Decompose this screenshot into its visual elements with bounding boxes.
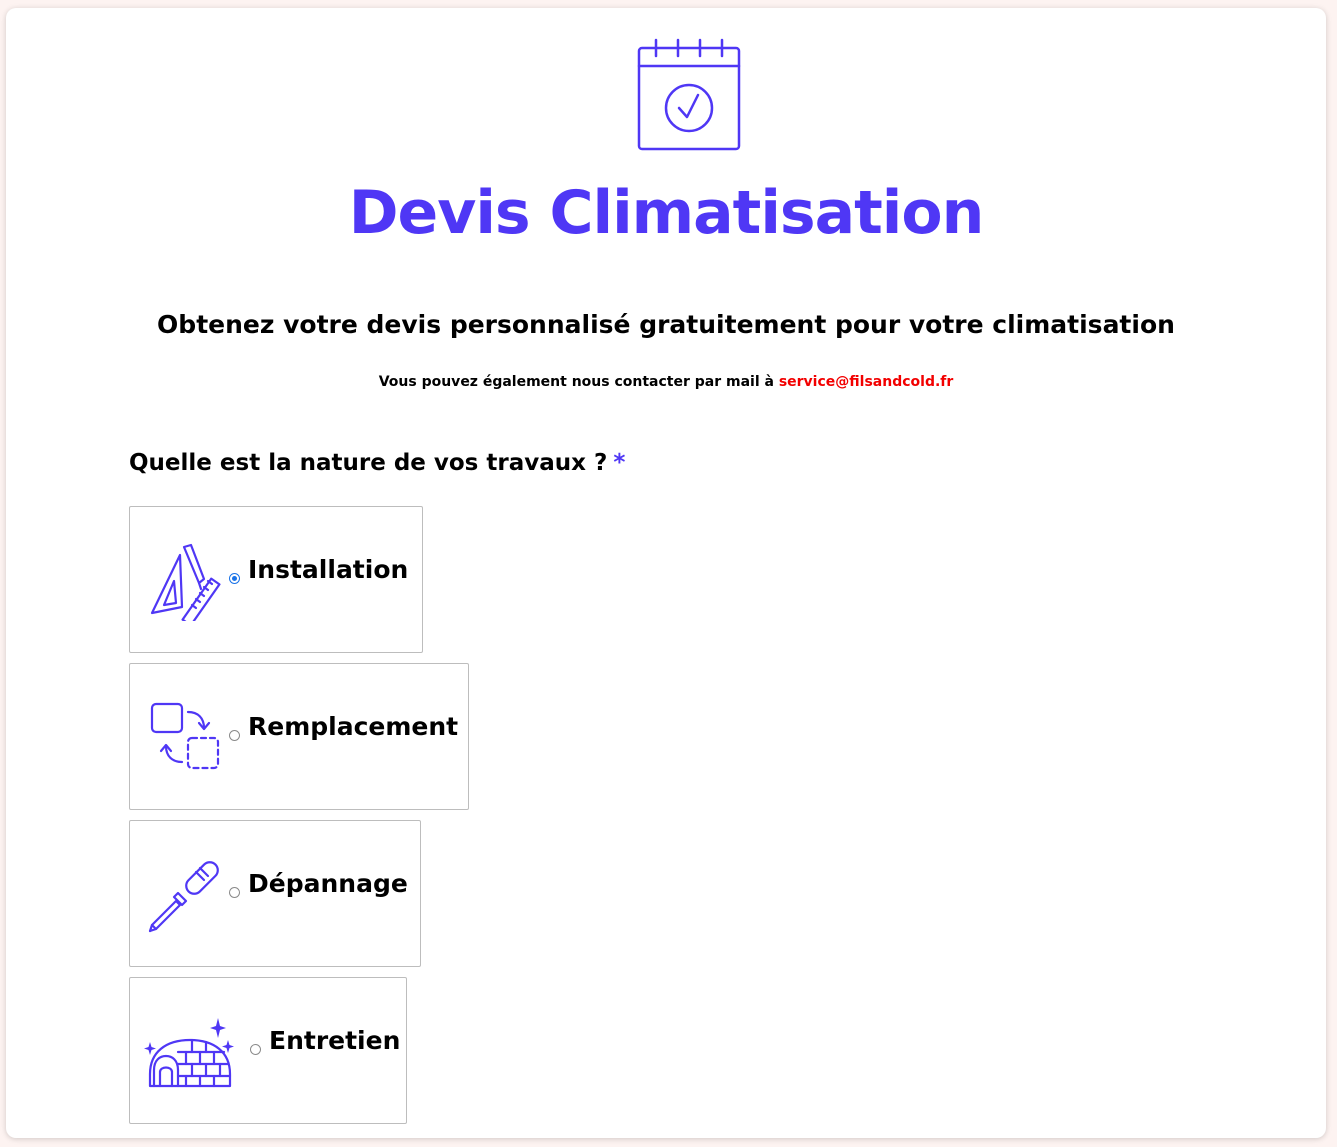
contact-text: Vous pouvez également nous contacter par mail à [378,374,779,390]
option-entretien[interactable] [129,977,407,1124]
page-title: Devis Climatisation [348,178,984,248]
swap-squares-icon [144,698,224,778]
required-marker: * [613,450,626,476]
option-label-entretien: Entretien [269,1026,401,1055]
calendar-check-icon [636,32,746,156]
igloo-icon [144,1012,236,1092]
radio-depannage[interactable] [229,887,240,898]
form-card [6,8,1326,1138]
ruler-triangle-icon [144,541,224,621]
question-label [129,450,625,476]
page-subtitle: Obtenez votre devis personnalisé gratuitement pour votre climatisation [157,310,1175,339]
option-label-depannage: Dépannage [248,869,408,898]
radio-entretien[interactable] [250,1044,261,1055]
contact-email-link[interactable]: service@filsandcold.fr [778,374,954,390]
question-text: Quelle est la nature de vos travaux ? [129,450,608,476]
option-remplacement[interactable] [129,663,469,810]
radio-remplacement[interactable] [229,730,240,741]
contact-line [6,374,1326,390]
radio-installation[interactable] [229,573,240,584]
screwdriver-icon [144,855,224,935]
option-installation[interactable] [129,506,423,653]
option-label-installation: Installation [248,555,409,584]
option-depannage[interactable] [129,820,421,967]
option-label-remplacement: Remplacement [248,712,459,741]
